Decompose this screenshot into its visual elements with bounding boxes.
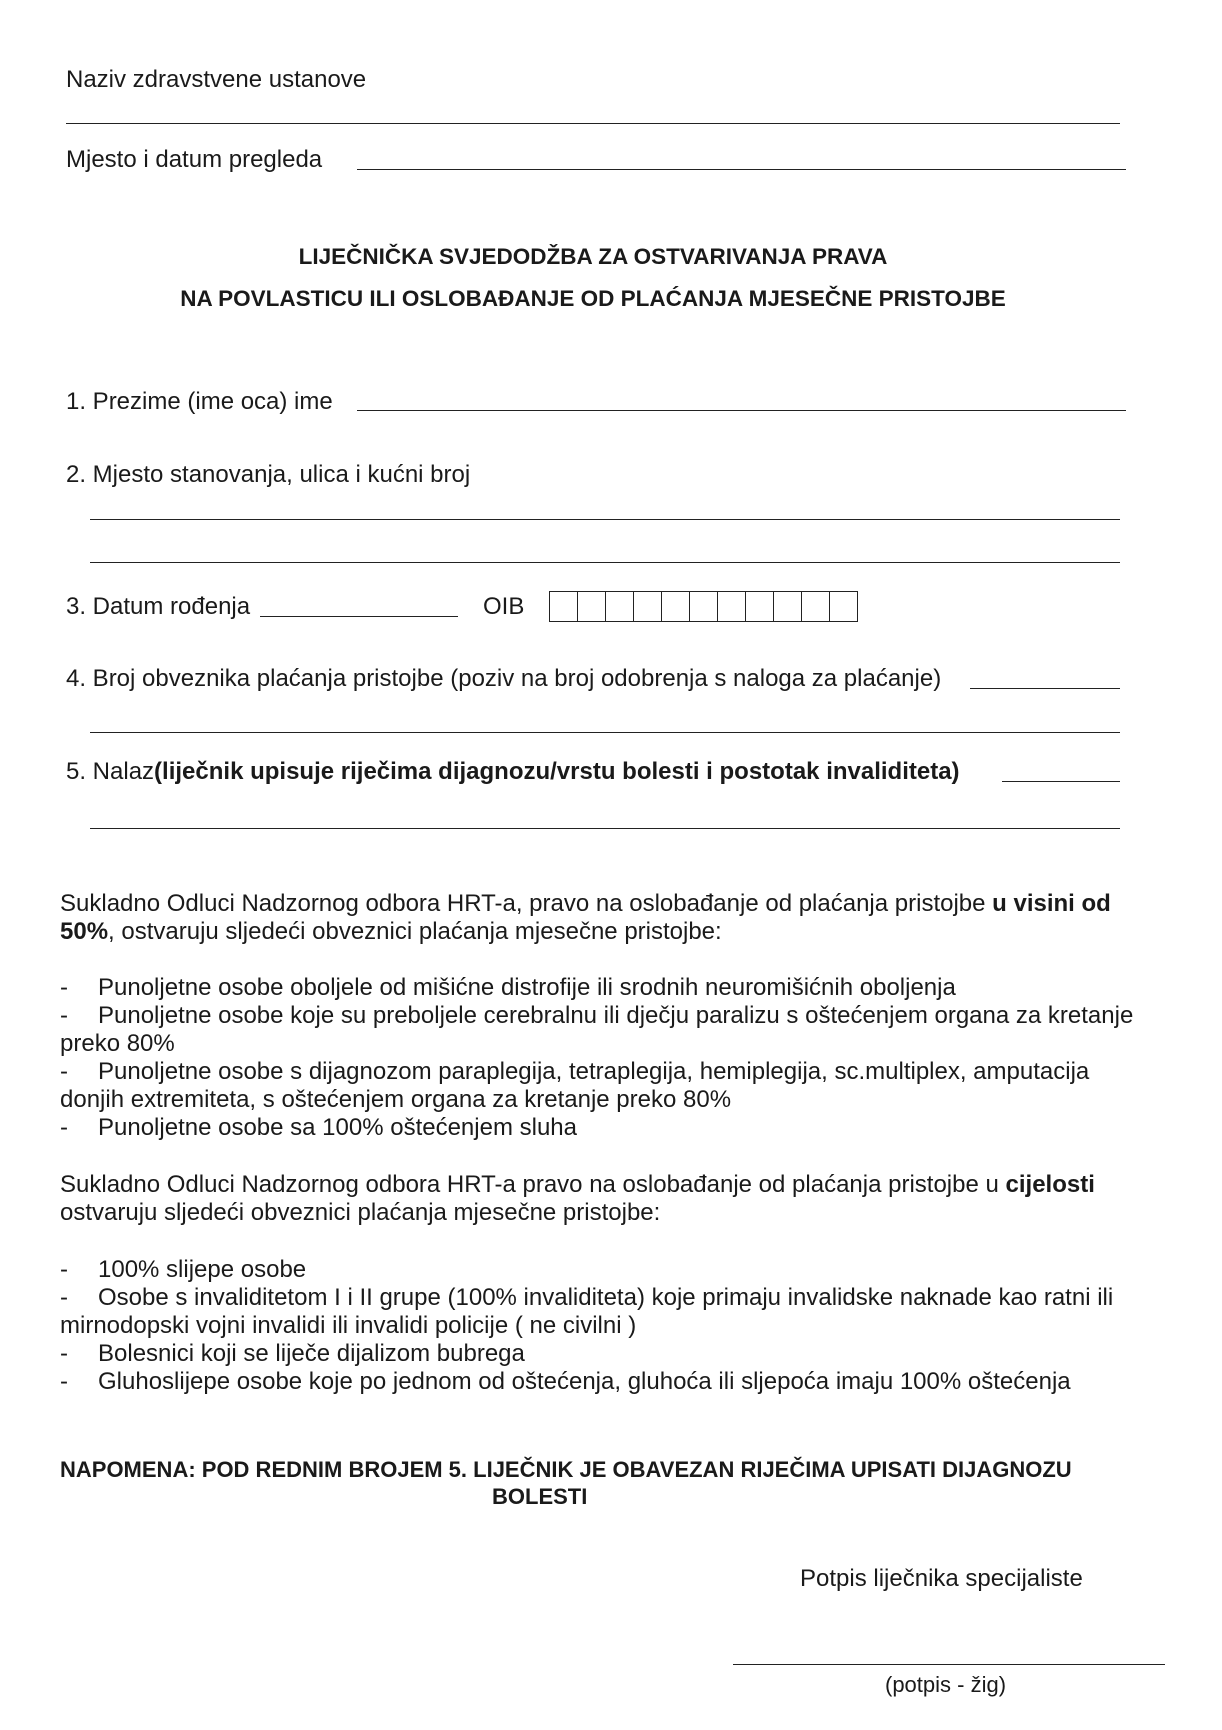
field-3-date-label: 3. Datum rođenja	[66, 593, 251, 620]
section-2-intro	[60, 1171, 1150, 1227]
field-5-instruction: (liječnik upisuje riječima dijagnozu/vrstu bolesti i postotak invaliditeta)	[154, 758, 960, 785]
section-2-list	[60, 1256, 1150, 1396]
list-item-text: 100% slijepe osobe	[98, 1256, 307, 1283]
field-1-input-line[interactable]	[357, 410, 1126, 411]
list-item-text: Punoljetne osobe sa 100% oštećenjem sluha	[98, 1114, 577, 1141]
list-item	[60, 1002, 1150, 1058]
oib-box[interactable]	[634, 592, 662, 621]
oib-box[interactable]	[578, 592, 606, 621]
list-item-text: Punoljetne osobe s dijagnozom paraplegija, tetraplegija, hemiplegija, sc.multiplex, amputacija donjih extremiteta, s oštećenjem organa za kretanje preko 80%	[60, 1058, 1090, 1113]
bullet-dash: -	[60, 1284, 68, 1311]
birth-date-input-line[interactable]	[260, 616, 458, 617]
oib-box[interactable]	[718, 592, 746, 621]
section-1-intro-text: Sukladno Odluci Nadzornog odbora HRT-a, pravo na oslobađanje od plaćanja pristojbe	[60, 890, 993, 917]
list-item	[60, 1368, 1150, 1396]
list-item	[60, 1114, 1150, 1142]
signature-caption: (potpis - žig)	[885, 1672, 1007, 1697]
field-4-input-line-2[interactable]	[90, 732, 1120, 733]
bullet-dash: -	[60, 1368, 68, 1395]
field-5-input-line-2[interactable]	[90, 828, 1120, 829]
bullet-dash: -	[60, 1114, 68, 1141]
section-1-intro-text-end: , ostvaruju sljedeći obveznici plaćanja mjesečne pristojbe:	[108, 918, 722, 945]
oib-boxes[interactable]	[549, 591, 858, 622]
list-item-text: Gluhoslijepe osobe koje po jednom od oštećenja, gluhoća ili sljepoća imaju 100% oštećenja	[98, 1368, 1071, 1395]
field-4-input-line-1[interactable]	[970, 688, 1120, 689]
institution-label: Naziv zdravstvene ustanove	[66, 66, 367, 93]
oib-box[interactable]	[746, 592, 774, 621]
list-item-text: Bolesnici koji se liječe dijalizom bubrega	[98, 1340, 525, 1367]
section-1-list	[60, 974, 1150, 1142]
oib-box[interactable]	[690, 592, 718, 621]
list-item	[60, 1340, 1150, 1368]
place-date-label: Mjesto i datum pregleda	[66, 146, 323, 173]
list-item-text: Osobe s invaliditetom I i II grupe (100% invaliditeta) koje primaju invalidske naknade kao ratni ili mirnodopski vojni invalidi ili invalidi policije ( ne civilni )	[60, 1284, 1114, 1339]
oib-box[interactable]	[802, 592, 830, 621]
note-line2: BOLESTI	[492, 1484, 588, 1509]
list-item	[60, 1058, 1150, 1114]
document-title-line2: NA POVLASTICU ILI OSLOBAĐANJE OD PLAĆANJA MJESEČNE PRISTOJBE	[180, 286, 1006, 311]
bullet-dash: -	[60, 1058, 68, 1085]
field-2-input-line-1[interactable]	[90, 519, 1120, 520]
bullet-dash: -	[60, 1002, 68, 1029]
list-item	[60, 1256, 1150, 1284]
field-4-label: 4. Broj obveznika plaćanja pristojbe (poziv na broj odobrenja s naloga za plaćanje)	[66, 665, 942, 692]
section-2-intro-bold: cijelosti	[1005, 1171, 1095, 1198]
oib-box[interactable]	[662, 592, 690, 621]
institution-input-line[interactable]	[66, 123, 1120, 124]
list-item-text: Punoljetne osobe koje su preboljele cerebralnu ili dječju paralizu s oštećenjem organa za kretanje preko 80%	[60, 1002, 1134, 1057]
bullet-dash: -	[60, 1256, 68, 1283]
section-1-intro-bold: u visini od 50%	[60, 890, 1111, 945]
section-1-intro	[60, 890, 1150, 946]
document-title-line1: LIJEČNIČKA SVJEDODŽBA ZA OSTVARIVANJA PRAVA	[298, 244, 888, 269]
list-item	[60, 974, 1150, 1002]
place-date-input-line[interactable]	[357, 169, 1126, 170]
oib-box[interactable]	[550, 592, 578, 621]
oib-box[interactable]	[606, 592, 634, 621]
note-line1: NAPOMENA: POD REDNIM BROJEM 5. LIJEČNIK JE OBAVEZAN RIJEČIMA UPISATI DIJAGNOZU	[60, 1457, 1072, 1482]
field-5-input-line-1[interactable]	[1002, 781, 1120, 782]
oib-box[interactable]	[830, 592, 858, 621]
signature-label: Potpis liječnika specijaliste	[800, 1565, 1083, 1592]
oib-box[interactable]	[774, 592, 802, 621]
field-2-input-line-2[interactable]	[90, 562, 1120, 563]
signature-input-line[interactable]	[733, 1664, 1165, 1665]
bullet-dash: -	[60, 1340, 68, 1367]
field-2-label: 2. Mjesto stanovanja, ulica i kućni broj	[66, 461, 471, 488]
list-item-text: Punoljetne osobe oboljele od mišićne distrofije ili srodnih neuromišićnih oboljenja	[98, 974, 956, 1001]
field-5-prefix: 5. Nalaz	[66, 758, 155, 785]
field-3-oib-label: OIB	[483, 593, 525, 620]
field-5-label	[66, 758, 960, 786]
field-1-label: 1. Prezime (ime oca) ime	[66, 388, 333, 415]
section-2-intro-text-end: ostvaruju sljedeći obveznici plaćanja mjesečne pristojbe:	[60, 1199, 661, 1226]
bullet-dash: -	[60, 974, 68, 1001]
list-item	[60, 1284, 1150, 1340]
section-2-intro-text: Sukladno Odluci Nadzornog odbora HRT-a pravo na oslobađanje od plaćanja pristojbe u	[60, 1171, 1006, 1198]
